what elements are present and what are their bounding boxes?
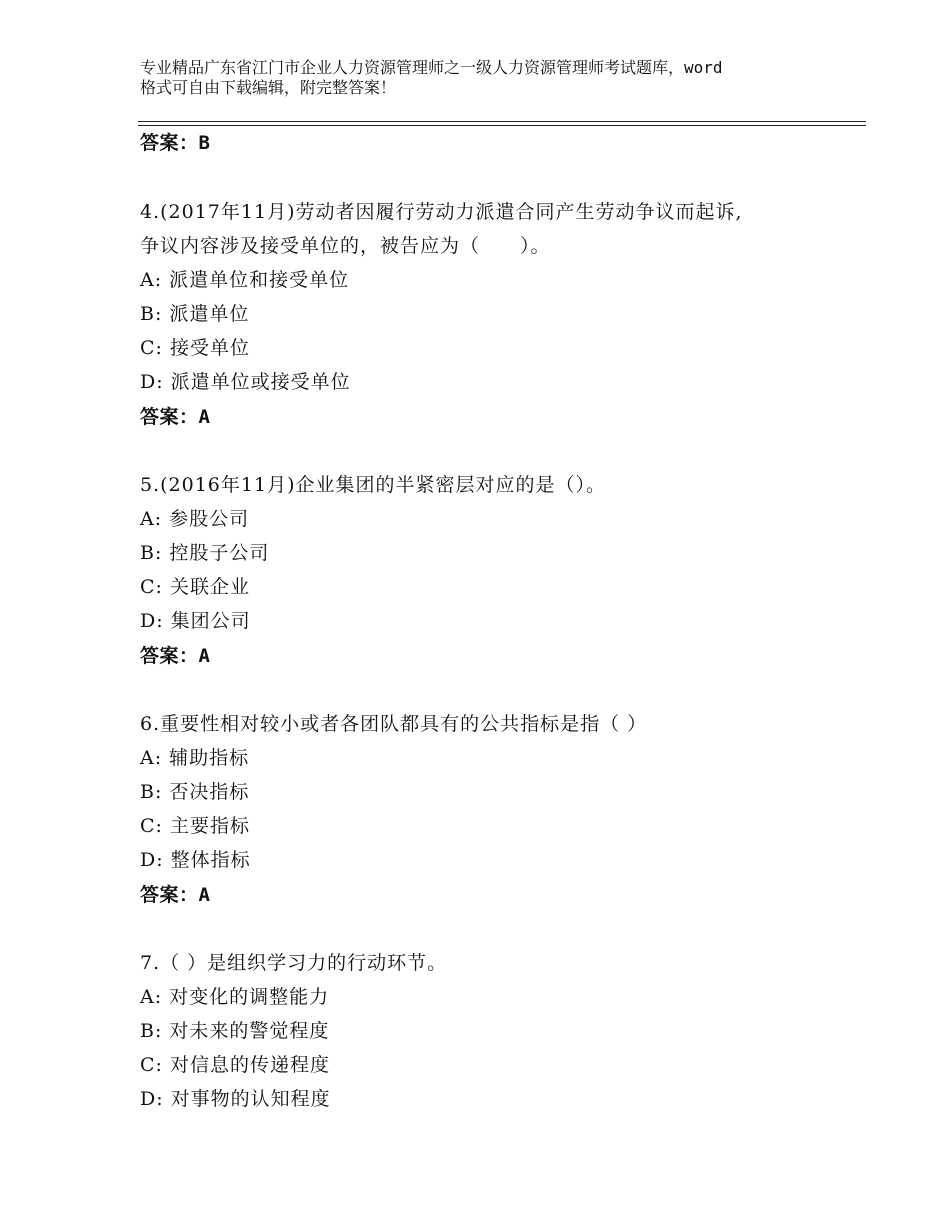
question-6-option-b: B: 否决指标 — [140, 781, 250, 803]
answer-q6: 答案：A — [140, 884, 211, 906]
question-4-stem-line-1: 4.(2017年11月)劳动者因履行劳动力派遣合同产生劳动争议而起诉, — [140, 201, 743, 223]
question-4-option-b: B: 派遣单位 — [140, 303, 250, 325]
question-4-option-d: D: 派遣单位或接受单位 — [140, 371, 351, 393]
header-line-1: 专业精品广东省江门市企业人力资源管理师之一级人力资源管理师考试题库，word — [140, 58, 723, 77]
question-7-option-d: D: 对事物的认知程度 — [140, 1088, 331, 1110]
question-7-option-c: C: 对信息的传递程度 — [140, 1054, 330, 1076]
question-7-option-b: B: 对未来的警觉程度 — [140, 1020, 330, 1042]
answer-q4: 答案：A — [140, 406, 211, 428]
question-7-option-a: A: 对变化的调整能力 — [140, 986, 330, 1008]
question-6-stem: 6.重要性相对较小或者各团队都具有的公共指标是指（ ） — [140, 713, 648, 735]
header-line-2: 格式可自由下载编辑，附完整答案！ — [140, 78, 397, 97]
header-divider-top — [138, 121, 866, 122]
header-divider-bottom — [138, 125, 866, 126]
question-6-option-d: D: 整体指标 — [140, 849, 251, 871]
question-6-option-c: C: 主要指标 — [140, 815, 250, 837]
question-4-option-a: A: 派遣单位和接受单位 — [140, 269, 350, 291]
question-4-option-c: C: 接受单位 — [140, 337, 250, 359]
answer-q5: 答案：A — [140, 645, 211, 667]
question-5-stem: 5.(2016年11月)企业集团的半紧密层对应的是（）。 — [140, 474, 606, 496]
question-5-option-c: C: 关联企业 — [140, 576, 250, 598]
question-7-stem: 7.（ ）是组织学习力的行动环节。 — [140, 952, 448, 974]
question-5-option-d: D: 集团公司 — [140, 610, 251, 632]
document-header — [140, 58, 840, 98]
answer-q3: 答案：B — [140, 132, 211, 154]
question-5-option-a: A: 参股公司 — [140, 508, 250, 530]
question-4-stem-line-2: 争议内容涉及接受单位的，被告应为（ ）。 — [140, 235, 551, 257]
question-5-option-b: B: 控股子公司 — [140, 542, 270, 564]
question-6-option-a: A: 辅助指标 — [140, 747, 250, 769]
